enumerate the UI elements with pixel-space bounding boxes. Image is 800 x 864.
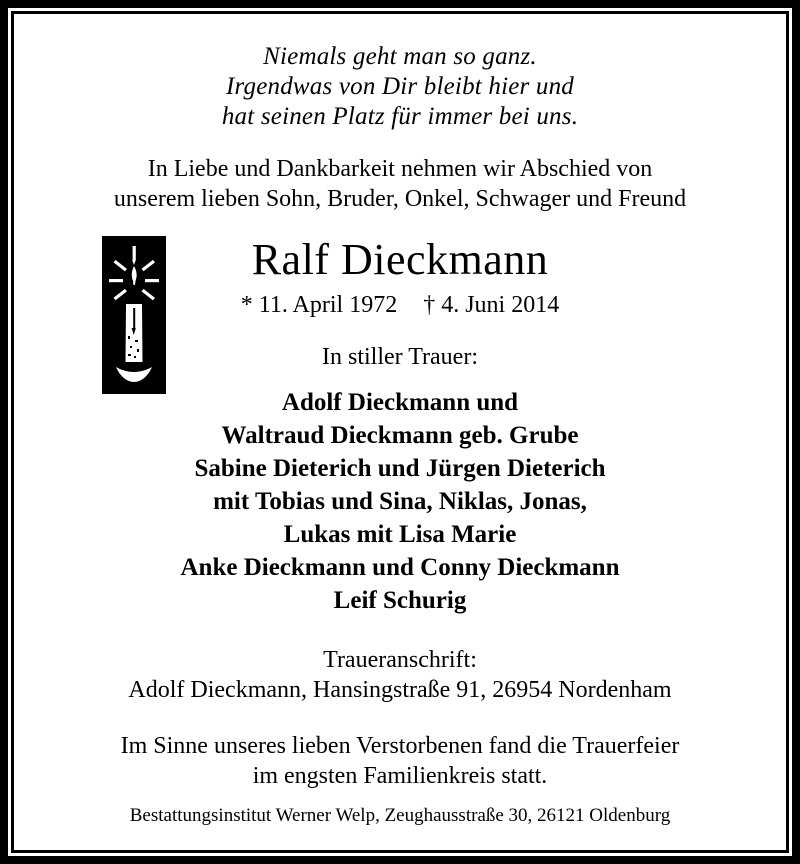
introduction-text	[44, 154, 756, 214]
address-line: Adolf Dieckmann, Hansingstraße 91, 26954 Nordenham	[128, 677, 672, 703]
introduction-line: In Liebe und Dankbarkeit nehmen wir Abschied von	[147, 156, 653, 182]
mourner-line: Adolf Dieckmann und	[281, 389, 519, 416]
mourner-line: Leif Schurig	[333, 587, 467, 614]
deceased-block	[44, 234, 756, 320]
birth-date: * 11. April 1972	[240, 292, 398, 318]
closing-note	[44, 731, 756, 791]
verse-line: hat seinen Platz für immer bei uns.	[221, 103, 579, 130]
address-label: Traueranschrift:	[323, 647, 477, 673]
closing-line: im engsten Familienkreis statt.	[252, 763, 548, 789]
obituary-notice	[14, 14, 786, 850]
mourning-label: In stiller Trauer:	[322, 344, 478, 370]
mourner-line: mit Tobias und Sina, Niklas, Jonas,	[213, 488, 587, 515]
memorial-verse	[44, 42, 756, 132]
mourner-line: Waltraud Dieckmann geb. Grube	[221, 422, 579, 449]
mourners-list	[44, 386, 756, 617]
verse-line: Niemals geht man so ganz.	[263, 43, 537, 70]
introduction-line: unserem lieben Sohn, Bruder, Onkel, Schwager und Freund	[113, 186, 687, 212]
mourner-line: Anke Dieckmann und Conny Dieckmann	[180, 554, 620, 581]
funeral-home-footer: Bestattungsinstitut Werner Welp, Zeughausstraße 30, 26121 Oldenburg	[129, 805, 671, 826]
closing-line: Im Sinne unseres lieben Verstorbenen fand die Trauerfeier	[120, 733, 680, 759]
verse-line: Irgendwas von Dir bleibt hier und	[225, 73, 574, 100]
mourner-line: Sabine Dieterich und Jürgen Dieterich	[194, 455, 606, 482]
deceased-name: Ralf Dieckmann	[251, 235, 549, 284]
mourner-line: Lukas mit Lisa Marie	[283, 521, 517, 548]
obituary-inner-border	[11, 11, 789, 853]
death-date: † 4. Juni 2014	[423, 292, 560, 318]
mourning-address	[44, 645, 756, 705]
candle-icon	[102, 236, 166, 394]
